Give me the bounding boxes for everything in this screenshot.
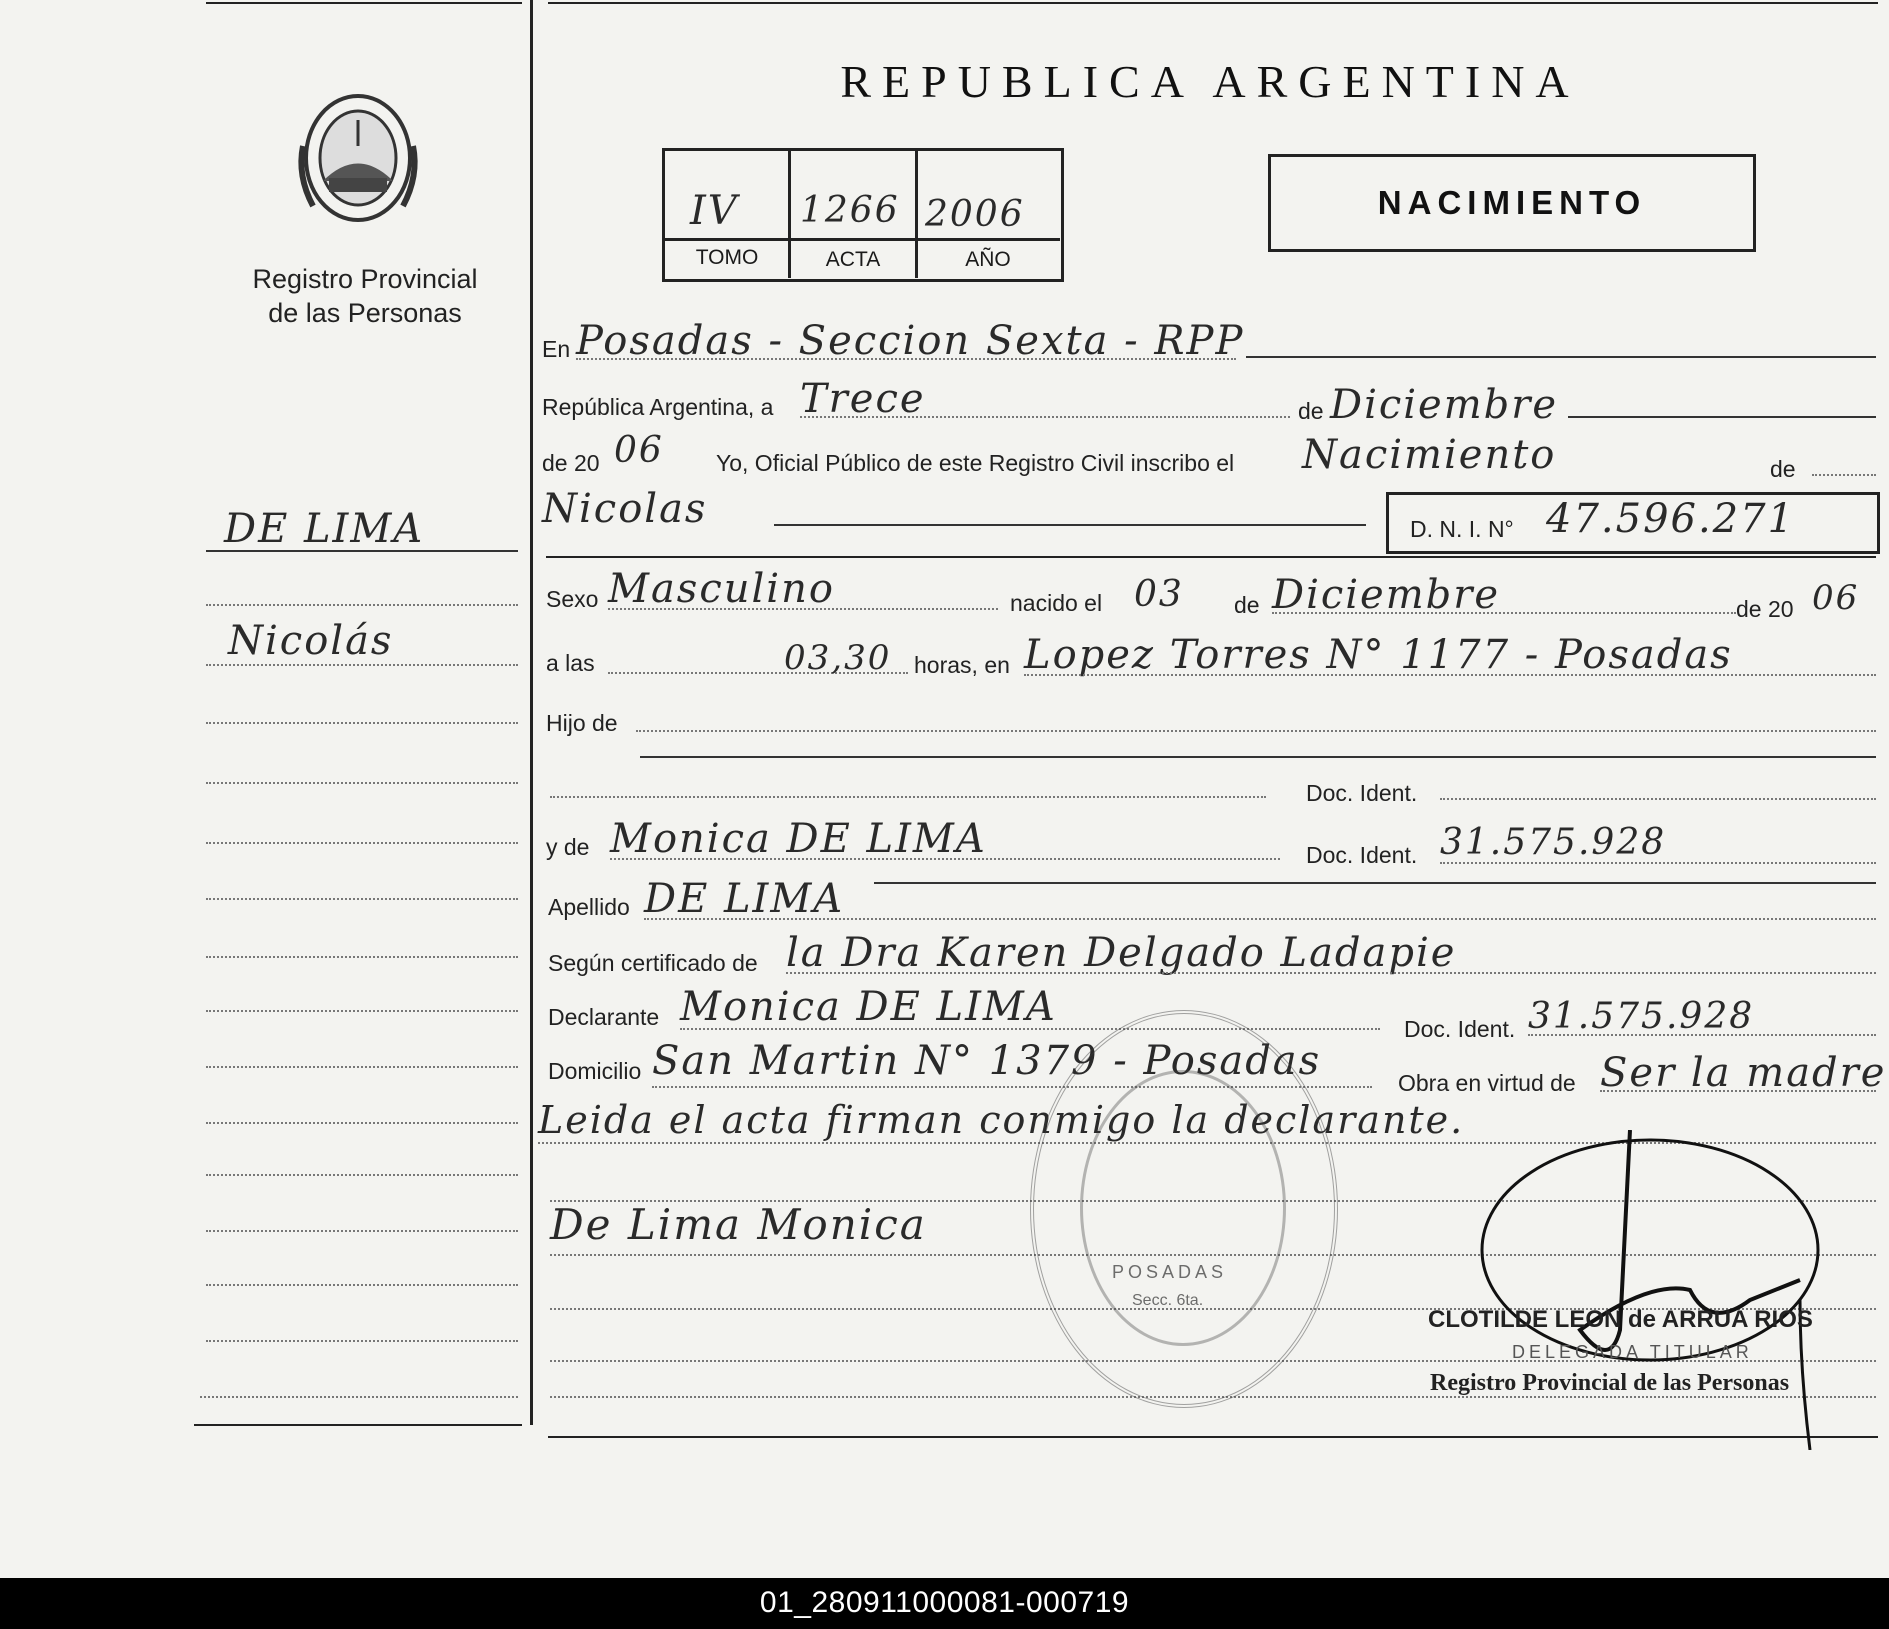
margin-line — [206, 956, 518, 958]
line-dots — [1024, 674, 1876, 676]
tomo-label: TOMO — [695, 246, 759, 269]
anio-label: AÑO — [965, 248, 1011, 271]
column-divider — [530, 0, 533, 1425]
value-anio: 06 — [614, 430, 664, 471]
margin-surname: DE LIMA — [224, 506, 425, 552]
section-rule — [546, 556, 1876, 558]
line-dots — [636, 730, 1876, 732]
label-en: En — [542, 336, 571, 362]
line-dots — [680, 1028, 1380, 1030]
value-nacido-anio: 06 — [1812, 578, 1860, 618]
official-org: Registro Provincial de las Personas — [1430, 1370, 1790, 1396]
acta-value: 1266 — [800, 190, 900, 231]
value-nacido-mes: Diciembre — [1272, 572, 1501, 618]
record-box-divider-h — [664, 238, 1060, 241]
line-dots — [1528, 1034, 1876, 1036]
registry-name-line1: Registro Provincial — [252, 264, 478, 294]
country-title: REPUBLICA ARGENTINA — [840, 56, 1580, 107]
record-type-box — [1268, 154, 1756, 252]
tomo-value: IV — [690, 188, 739, 234]
value-lugar-nac: Lopez Torres N° 1177 - Posadas — [1024, 632, 1733, 678]
line-dots — [800, 416, 1290, 418]
margin-line — [206, 1284, 518, 1286]
margin-given-name: Nicolás — [228, 618, 394, 664]
line-dots — [1600, 1090, 1876, 1092]
value-mes: Diciembre — [1330, 382, 1559, 428]
line-dots — [644, 918, 1876, 920]
label-declarante: Declarante — [548, 1004, 660, 1030]
margin-line — [206, 782, 518, 784]
value-acto: Nacimiento — [1302, 432, 1557, 478]
value-nacido-dia: 03 — [1134, 574, 1184, 615]
value-madre-doc: 31.575.928 — [1440, 822, 1667, 863]
top-rule-left — [206, 2, 522, 4]
label-horas-en: horas, en — [914, 652, 1010, 678]
margin-line — [206, 1174, 518, 1176]
line-solid — [1246, 356, 1876, 358]
label-de-2: de — [1770, 456, 1796, 482]
value-dia: Trece — [800, 376, 926, 422]
top-rule-right — [548, 2, 1878, 4]
stamp-city: POSADAS — [1112, 1262, 1228, 1282]
line-solid — [774, 524, 1366, 526]
line-solid — [640, 756, 1876, 758]
anio-value: 2006 — [925, 194, 1025, 235]
acta-label: ACTA — [825, 248, 881, 271]
margin-line — [206, 1340, 518, 1342]
official-signature-icon — [1450, 1130, 1870, 1450]
line-dots — [576, 358, 1236, 360]
line-dots — [608, 608, 998, 610]
label-dni: D. N. I. N° — [1410, 516, 1514, 542]
official-role: DELEGADA TITULAR — [1512, 1342, 1753, 1362]
margin-line — [206, 1230, 518, 1232]
label-doc-ident-1: Doc. Ident. — [1306, 780, 1418, 806]
value-declarante: Monica DE LIMA — [680, 984, 1057, 1030]
margin-line — [206, 842, 518, 844]
line-dots — [550, 796, 1266, 798]
label-a-las: a las — [546, 650, 595, 676]
margin-line — [206, 722, 518, 724]
registry-name — [220, 262, 510, 330]
margin-line — [206, 1010, 518, 1012]
value-madre: Monica DE LIMA — [610, 816, 987, 862]
value-dni: 47.596.271 — [1546, 496, 1796, 542]
document-id: 01_280911000081-000719 — [759, 1586, 1130, 1619]
label-doc-ident-2: Doc. Ident. — [1306, 842, 1418, 868]
value-declarante-doc: 31.575.928 — [1528, 996, 1755, 1037]
bottom-rule-left — [194, 1424, 522, 1426]
label-doc-ident-3: Doc. Ident. — [1404, 1016, 1516, 1042]
line-solid — [1568, 416, 1876, 418]
value-obra: Ser la madre — [1600, 1050, 1887, 1096]
label-de-3: de — [1234, 592, 1260, 618]
line-dots — [786, 972, 1876, 974]
value-apellido: DE LIMA — [644, 876, 845, 922]
margin-line — [206, 898, 518, 900]
provincial-seal-icon — [293, 86, 423, 236]
declarant-signature: De Lima Monica — [550, 1200, 927, 1249]
margin-line — [206, 604, 518, 606]
label-apellido: Apellido — [548, 894, 630, 920]
line-solid — [874, 882, 1876, 884]
value-leida: Leida el acta firman conmigo la declarante. — [538, 1098, 1465, 1142]
value-nombre: Nicolas — [542, 486, 708, 532]
stamp-section: Secc. 6ta. — [1132, 1292, 1204, 1309]
margin-line — [206, 1066, 518, 1068]
label-yo-oficial: Yo, Oficial Público de este Registro Civil inscribo el — [716, 450, 1235, 476]
line-dots — [610, 858, 1280, 860]
label-segun: Según certificado de — [548, 950, 758, 976]
label-sexo: Sexo — [546, 586, 599, 612]
value-lugar: Posadas - Seccion Sexta - RPP — [576, 318, 1245, 364]
value-domicilio: San Martin N° 1379 - Posadas — [652, 1038, 1322, 1084]
record-type-label: NACIMIENTO — [1377, 184, 1647, 221]
label-de-20: de 20 — [542, 450, 600, 476]
label-nacido-el: nacido el — [1010, 590, 1103, 616]
label-domicilio: Domicilio — [548, 1058, 642, 1084]
line-dots — [1440, 798, 1876, 800]
label-republica: República Argentina, a — [542, 394, 774, 420]
label-y-de: y de — [546, 834, 590, 860]
line-dots — [1440, 862, 1876, 864]
margin-line — [206, 1122, 518, 1124]
label-de-20-b: de 20 — [1736, 596, 1794, 622]
value-sexo: Masculino — [608, 566, 835, 612]
margin-line — [200, 1396, 518, 1398]
label-de-1: de — [1298, 398, 1324, 424]
label-obra: Obra en virtud de — [1398, 1070, 1576, 1096]
official-name: CLOTILDE LEON de ARRUA RIOS — [1428, 1306, 1813, 1333]
registry-name-line2: de las Personas — [268, 298, 462, 328]
value-certificado: la Dra Karen Delgado Ladapie — [786, 930, 1457, 976]
line-dots — [1812, 474, 1876, 476]
line-dots — [1272, 612, 1736, 614]
value-hora: 03,30 — [784, 638, 892, 678]
margin-line — [206, 664, 518, 666]
label-hijo-de: Hijo de — [546, 710, 618, 736]
